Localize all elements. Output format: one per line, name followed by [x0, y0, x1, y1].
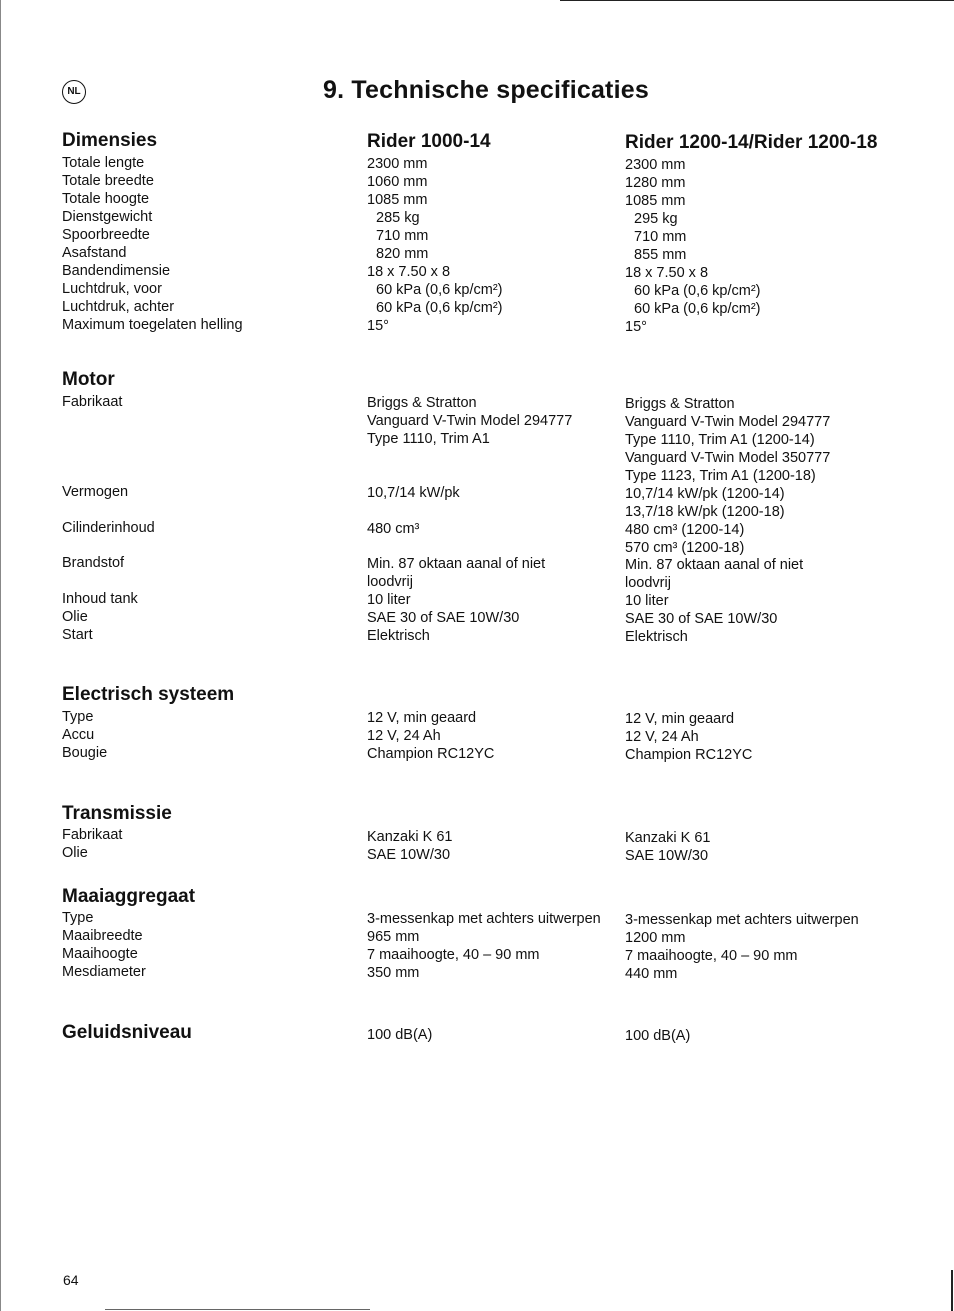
spec-value: 60 kPa (0,6 kp/cm²)	[376, 282, 503, 298]
left-edge-line	[0, 0, 1, 1311]
motor-fabrikaat-col2	[625, 395, 830, 485]
maaiaggregaat-labels	[62, 909, 146, 981]
spec-value: 13,7/18 kW/pk (1200-18)	[625, 504, 785, 520]
transmissie-col1	[367, 828, 452, 864]
motor-labels-brandstof	[62, 554, 138, 644]
spec-value: 18 x 7.50 x 8	[367, 264, 451, 280]
spec-value: 1085 mm	[367, 192, 428, 208]
spec-label: Totale breedte	[62, 173, 154, 189]
spec-value: Type 1110, Trim A1 (1200-14)	[625, 432, 815, 448]
transmissie-col2	[625, 829, 710, 865]
spec-value: 3-messenkap met achters uitwerpen	[367, 911, 601, 927]
section-title-transmissie: Transmissie	[62, 803, 172, 824]
spec-value: 965 mm	[367, 929, 420, 945]
spec-value: 440 mm	[625, 966, 678, 982]
spec-value: 570 cm³ (1200-18)	[625, 540, 745, 556]
spec-value: 10 liter	[367, 592, 411, 608]
maaiaggregaat-col1	[367, 910, 601, 982]
spec-value: 15°	[367, 318, 389, 334]
motor-brandstof-col1	[367, 555, 545, 645]
spec-value: Champion RC12YC	[367, 746, 495, 762]
motor-vermogen-col1	[367, 484, 460, 502]
spec-label: Dienstgewicht	[62, 209, 153, 225]
spec-label: Bandendimensie	[62, 263, 171, 279]
spec-label: Olie	[62, 845, 88, 861]
language-badge: NL	[62, 80, 86, 104]
spec-label: Maximum toegelaten helling	[62, 317, 243, 333]
page-title: 9. Technische specificaties	[323, 76, 649, 104]
spec-value: 820 mm	[376, 246, 429, 262]
spec-value: SAE 30 of SAE 10W/30	[367, 610, 520, 626]
spec-value: loodvrij	[625, 575, 671, 591]
spec-label: Luchtdruk, voor	[62, 281, 162, 297]
motor-label-fabrikaat	[62, 393, 122, 411]
spec-label	[62, 572, 138, 590]
spec-value: 710 mm	[634, 229, 687, 245]
spec-value: 2300 mm	[367, 156, 428, 172]
spec-value: Kanzaki K 61	[625, 830, 711, 846]
electrisch-col2	[625, 710, 752, 764]
spec-value: 12 V, min geaard	[625, 711, 735, 727]
spec-value: Vanguard V-Twin Model 294777	[367, 413, 573, 429]
spec-value: SAE 10W/30	[367, 847, 451, 863]
spec-value: 10 liter	[625, 593, 669, 609]
spec-value: 7 maaihoogte, 40 – 90 mm	[367, 947, 540, 963]
spec-value: 10,7/14 kW/pk (1200-14)	[625, 486, 785, 502]
spec-label: Inhoud tank	[62, 591, 138, 607]
spec-label: Type	[62, 910, 94, 926]
spec-label: Accu	[62, 727, 95, 743]
spec-label: Start	[62, 627, 93, 643]
spec-value: loodvrij	[367, 574, 413, 590]
spec-label: Totale lengte	[62, 155, 145, 171]
spec-value: 100 dB(A)	[625, 1028, 691, 1044]
spec-value: 10,7/14 kW/pk	[367, 485, 460, 501]
spec-value: 18 x 7.50 x 8	[625, 265, 709, 281]
spec-value: 12 V, min geaard	[367, 710, 477, 726]
dimensies-labels	[62, 154, 243, 334]
spec-value: Kanzaki K 61	[367, 829, 453, 845]
bottom-rule	[105, 1309, 370, 1310]
dimensies-col2	[625, 156, 761, 336]
top-rule	[560, 0, 954, 1]
section-title-motor: Motor	[62, 369, 115, 390]
electrisch-labels	[62, 708, 107, 762]
spec-value: Champion RC12YC	[625, 747, 753, 763]
spec-value: 7 maaihoogte, 40 – 90 mm	[625, 948, 798, 964]
motor-cilinderinhoud-col1	[367, 520, 419, 538]
motor-label-cilinderinhoud	[62, 519, 155, 537]
spec-value: Elektrisch	[367, 628, 430, 644]
spec-label: Fabrikaat	[62, 827, 123, 843]
spec-label: Bougie	[62, 745, 108, 761]
spec-value: 350 mm	[367, 965, 420, 981]
motor-fabrikaat-col1	[367, 394, 572, 448]
section-title-maaiaggregaat: Maaiaggregaat	[62, 886, 196, 907]
motor-brandstof-col2	[625, 556, 803, 646]
spec-value: Type 1110, Trim A1	[367, 431, 490, 447]
spec-value: 2300 mm	[625, 157, 686, 173]
spec-value: 15°	[625, 319, 647, 335]
spec-value: Briggs & Stratton	[367, 395, 477, 411]
spec-value: 60 kPa (0,6 kp/cm²)	[634, 301, 761, 317]
spec-label: Maaibreedte	[62, 928, 143, 944]
geluid-col2	[625, 1027, 690, 1045]
column-title-rider-1200: Rider 1200-14/Rider 1200-18	[625, 132, 878, 153]
column-title-rider-1000: Rider 1000-14	[367, 131, 491, 152]
geluid-col1	[367, 1026, 432, 1044]
spec-value: 60 kPa (0,6 kp/cm²)	[376, 300, 503, 316]
spec-value: Type 1123, Trim A1 (1200-18)	[625, 468, 816, 484]
dimensies-col1	[367, 155, 503, 335]
spec-label: Spoorbreedte	[62, 227, 150, 243]
spec-label: Brandstof	[62, 555, 125, 571]
spec-value: 295 kg	[634, 211, 678, 227]
spec-value: 12 V, 24 Ah	[367, 728, 441, 744]
spec-value: 710 mm	[376, 228, 429, 244]
spec-value: Vanguard V-Twin Model 294777	[625, 414, 831, 430]
spec-label: Fabrikaat	[62, 394, 123, 410]
motor-cilinderinhoud-col2	[625, 521, 744, 557]
spec-label: Mesdiameter	[62, 964, 146, 980]
spec-value: 480 cm³	[367, 521, 420, 537]
right-edge-mark	[951, 1270, 953, 1311]
spec-value: 3-messenkap met achters uitwerpen	[625, 912, 859, 928]
spec-value: 1200 mm	[625, 930, 686, 946]
maaiaggregaat-col2	[625, 911, 859, 983]
spec-label: Cilinderinhoud	[62, 520, 155, 536]
spec-label: Type	[62, 709, 94, 725]
spec-value: 855 mm	[634, 247, 687, 263]
spec-value: 1060 mm	[367, 174, 428, 190]
motor-label-vermogen	[62, 483, 128, 501]
spec-label: Vermogen	[62, 484, 129, 500]
spec-label: Totale hoogte	[62, 191, 150, 207]
page-number: 64	[63, 1272, 79, 1288]
spec-value: Elektrisch	[625, 629, 688, 645]
spec-value: 1085 mm	[625, 193, 686, 209]
spec-value: 100 dB(A)	[367, 1027, 433, 1043]
spec-value: 12 V, 24 Ah	[625, 729, 699, 745]
spec-value: 480 cm³ (1200-14)	[625, 522, 745, 538]
spec-label: Maaihoogte	[62, 946, 138, 962]
motor-vermogen-col2	[625, 485, 785, 521]
spec-value: 1280 mm	[625, 175, 686, 191]
spec-value: Briggs & Stratton	[625, 396, 735, 412]
spec-value: 60 kPa (0,6 kp/cm²)	[634, 283, 761, 299]
spec-value: SAE 30 of SAE 10W/30	[625, 611, 778, 627]
section-title-electrisch-systeem: Electrisch systeem	[62, 684, 235, 705]
spec-value: Vanguard V-Twin Model 350777	[625, 450, 831, 466]
spec-label: Asafstand	[62, 245, 127, 261]
section-title-dimensies: Dimensies	[62, 130, 158, 151]
spec-value: Min. 87 oktaan aanal of niet	[367, 556, 546, 572]
spec-value: Min. 87 oktaan aanal of niet	[625, 557, 804, 573]
spec-label: Luchtdruk, achter	[62, 299, 175, 315]
electrisch-col1	[367, 709, 494, 763]
transmissie-labels	[62, 826, 122, 862]
section-title-geluidsniveau: Geluidsniveau	[62, 1022, 192, 1043]
spec-value: SAE 10W/30	[625, 848, 709, 864]
spec-label: Olie	[62, 609, 88, 625]
spec-value: 285 kg	[376, 210, 420, 226]
